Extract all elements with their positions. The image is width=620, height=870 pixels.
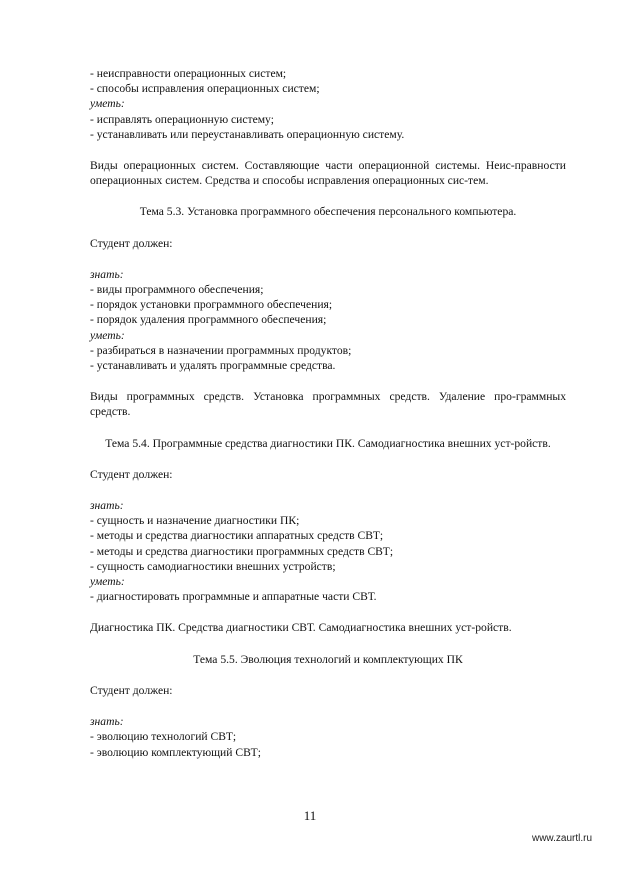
page-number: 11: [303, 808, 317, 823]
knowledge-label: знать:: [90, 267, 124, 281]
skills-label: уметь:: [90, 97, 125, 111]
list-item: - неисправности операционных систем;: [90, 67, 287, 80]
topic-heading: Тема 5.4. Программные средства диагностики ПК. Самодиагностика внешних уст-ройств.: [105, 436, 551, 450]
list-item: - диагностировать программные и аппаратные части СВТ.: [90, 590, 377, 604]
summary-paragraph: Виды программных средств. Установка программных средств. Удаление про-граммных средств.: [90, 390, 566, 419]
skills-label: уметь:: [90, 575, 125, 589]
list-item: - сущность самодиагностики внешних устройств;: [90, 559, 336, 573]
list-item: - устанавливать и удалять программные средства.: [90, 359, 336, 373]
list-item: - устанавливать или переустанавливать операционную систему.: [90, 127, 405, 141]
website-watermark: www.zaurtl.ru: [531, 833, 592, 844]
summary-paragraph: Виды операционных систем. Составляющие части операционной системы. Неис-правности операционных систем. Средства и способы исправления операционных сис-тем.: [90, 159, 566, 188]
list-item: - порядок установки программного обеспечения;: [90, 298, 333, 312]
document-page: [90, 66, 566, 760]
list-item: - порядок удаления программного обеспечения;: [90, 313, 327, 327]
list-item: - способы исправления операционных систем;: [90, 82, 320, 96]
list-item: - сущность и назначение диагностики ПК;: [90, 514, 300, 528]
topic-heading: Тема 5.5. Эволюция технологий и комплектующих ПК: [193, 652, 463, 666]
knowledge-label: знать:: [90, 715, 124, 729]
student-must-label: Студент должен:: [90, 236, 173, 250]
summary-paragraph: Диагностика ПК. Средства диагностики СВТ. Самодиагностика внешних уст-ройств.: [90, 621, 512, 635]
list-item: - виды программного обеспечения;: [90, 283, 264, 297]
list-item: - разбираться в назначении программных продуктов;: [90, 343, 352, 357]
list-item: - методы и средства диагностики программных средств СВТ;: [90, 544, 394, 558]
skills-label: уметь:: [90, 328, 125, 342]
list-item: - эволюцию технологий СВТ;: [90, 730, 237, 744]
list-item: - эволюцию комплектующий СВТ;: [90, 745, 261, 759]
student-must-label: Студент должен:: [90, 683, 173, 697]
list-item: - методы и средства диагностики аппаратных средств СВТ;: [90, 529, 384, 543]
knowledge-label: знать:: [90, 499, 124, 513]
top-knowledge-list: [90, 66, 566, 142]
student-must-label: Студент должен:: [90, 467, 173, 481]
topic-heading: Тема 5.3. Установка программного обеспечения персонального компьютера.: [139, 205, 517, 219]
list-item: - исправлять операционную систему;: [90, 112, 274, 126]
